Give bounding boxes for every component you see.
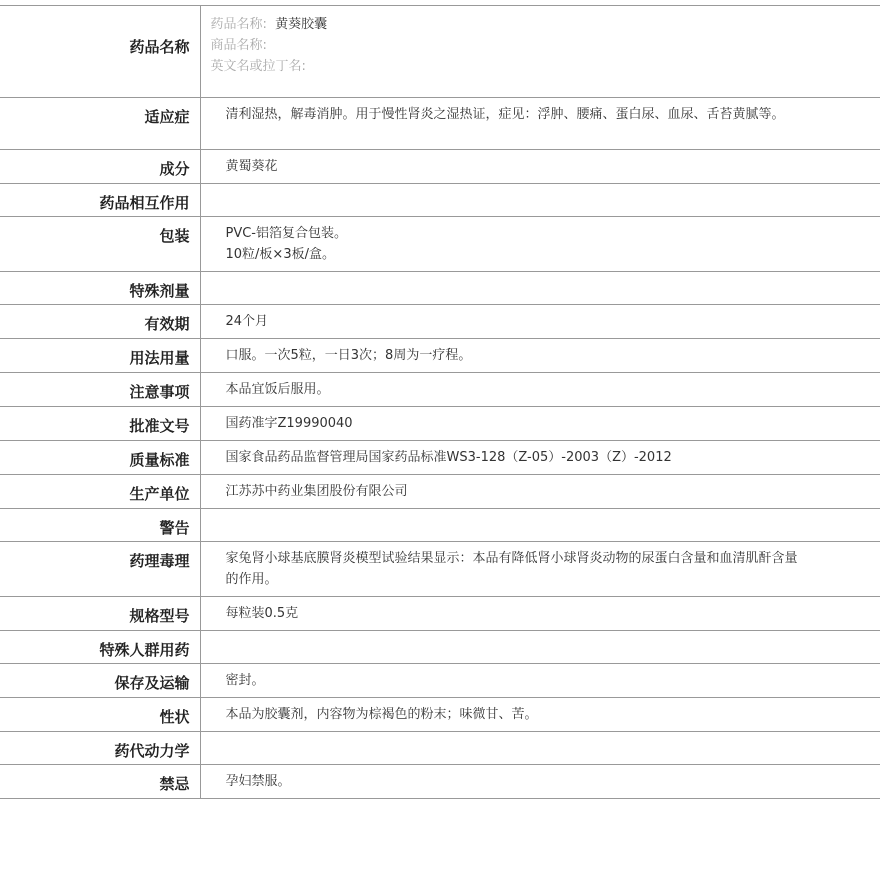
value-standard: 国家食品药品监督管理局国家药品标准WS3-128（Z-05）-2003（Z）-2012	[200, 441, 880, 475]
label-storage: 保存及运输	[0, 664, 200, 698]
generic-name-value: 黄葵胶囊	[275, 17, 328, 32]
value-manufacturer: 江苏苏中药业集团股份有限公司	[200, 475, 880, 509]
row-pharmacology	[0, 542, 880, 597]
generic-name-prefix: 药品名称:	[210, 17, 267, 32]
trade-name-prefix: 商品名称:	[210, 38, 267, 53]
label-contraindications: 禁忌	[0, 765, 200, 799]
row-warning	[0, 509, 880, 542]
label-pharmacology: 药理毒理	[0, 542, 200, 597]
row-precautions	[0, 373, 880, 407]
drug-info-table	[0, 5, 880, 799]
label-ingredients: 成分	[0, 150, 200, 184]
value-approval: 国药准字Z19990040	[200, 407, 880, 441]
label-manufacturer: 生产单位	[0, 475, 200, 509]
value-packaging	[200, 217, 880, 272]
value-interactions	[200, 184, 880, 217]
label-indication: 适应症	[0, 98, 200, 150]
label-special-population: 特殊人群用药	[0, 631, 200, 664]
label-approval: 批准文号	[0, 407, 200, 441]
row-shelf-life	[0, 305, 880, 339]
label-special-dosage: 特殊剂量	[0, 272, 200, 305]
label-specification: 规格型号	[0, 597, 200, 631]
row-indication	[0, 98, 880, 150]
value-contraindications: 孕妇禁服。	[200, 765, 880, 799]
row-specification	[0, 597, 880, 631]
row-ingredients	[0, 150, 880, 184]
label-description: 性状	[0, 698, 200, 732]
row-standard	[0, 441, 880, 475]
value-storage: 密封。	[200, 664, 880, 698]
packaging-line-1: PVC-铝箔复合包装。	[225, 226, 348, 241]
label-packaging: 包装	[0, 217, 200, 272]
label-drug-name: 药品名称	[0, 6, 200, 98]
generic-name-line	[211, 14, 871, 35]
drug-name-block	[200, 6, 880, 98]
label-pharmacokinetics: 药代动力学	[0, 732, 200, 765]
row-drug-name	[0, 6, 880, 98]
row-packaging	[0, 217, 880, 272]
value-usage: 口服。一次5粒，一日3次；8周为一疗程。	[200, 339, 880, 373]
row-special-dosage	[0, 272, 880, 305]
row-special-population	[0, 631, 880, 664]
value-special-dosage	[200, 272, 880, 305]
packaging-line-2: 10粒/板×3板/盒。	[225, 247, 335, 262]
value-indication: 清利湿热，解毒消肿。用于慢性肾炎之湿热证，症见：浮肿、腰痛、蛋白尿、血尿、舌苔黄腻等。	[200, 98, 880, 150]
row-pharmacokinetics	[0, 732, 880, 765]
row-manufacturer	[0, 475, 880, 509]
value-ingredients: 黄蜀葵花	[200, 150, 880, 184]
value-precautions: 本品宜饭后服用。	[200, 373, 880, 407]
label-precautions: 注意事项	[0, 373, 200, 407]
latin-name-line	[211, 56, 871, 77]
value-warning	[200, 509, 880, 542]
row-storage	[0, 664, 880, 698]
value-description: 本品为胶囊剂，内容物为棕褐色的粉末；味微甘、苦。	[200, 698, 880, 732]
row-usage	[0, 339, 880, 373]
value-pharmacokinetics	[200, 732, 880, 765]
latin-name-prefix: 英文名或拉丁名:	[210, 59, 306, 74]
label-standard: 质量标准	[0, 441, 200, 475]
value-special-population	[200, 631, 880, 664]
row-interactions	[0, 184, 880, 217]
value-pharmacology: 家兔肾小球基底膜肾炎模型试验结果显示：本品有降低肾小球肾炎动物的尿蛋白含量和血清肌酐含量的作用。	[200, 542, 880, 597]
label-warning: 警告	[0, 509, 200, 542]
value-specification: 每粒装0.5克	[200, 597, 880, 631]
row-approval	[0, 407, 880, 441]
trade-name-line	[211, 35, 871, 56]
label-interactions: 药品相互作用	[0, 184, 200, 217]
label-shelf-life: 有效期	[0, 305, 200, 339]
label-usage: 用法用量	[0, 339, 200, 373]
row-contraindications	[0, 765, 880, 799]
value-shelf-life: 24个月	[200, 305, 880, 339]
row-description	[0, 698, 880, 732]
